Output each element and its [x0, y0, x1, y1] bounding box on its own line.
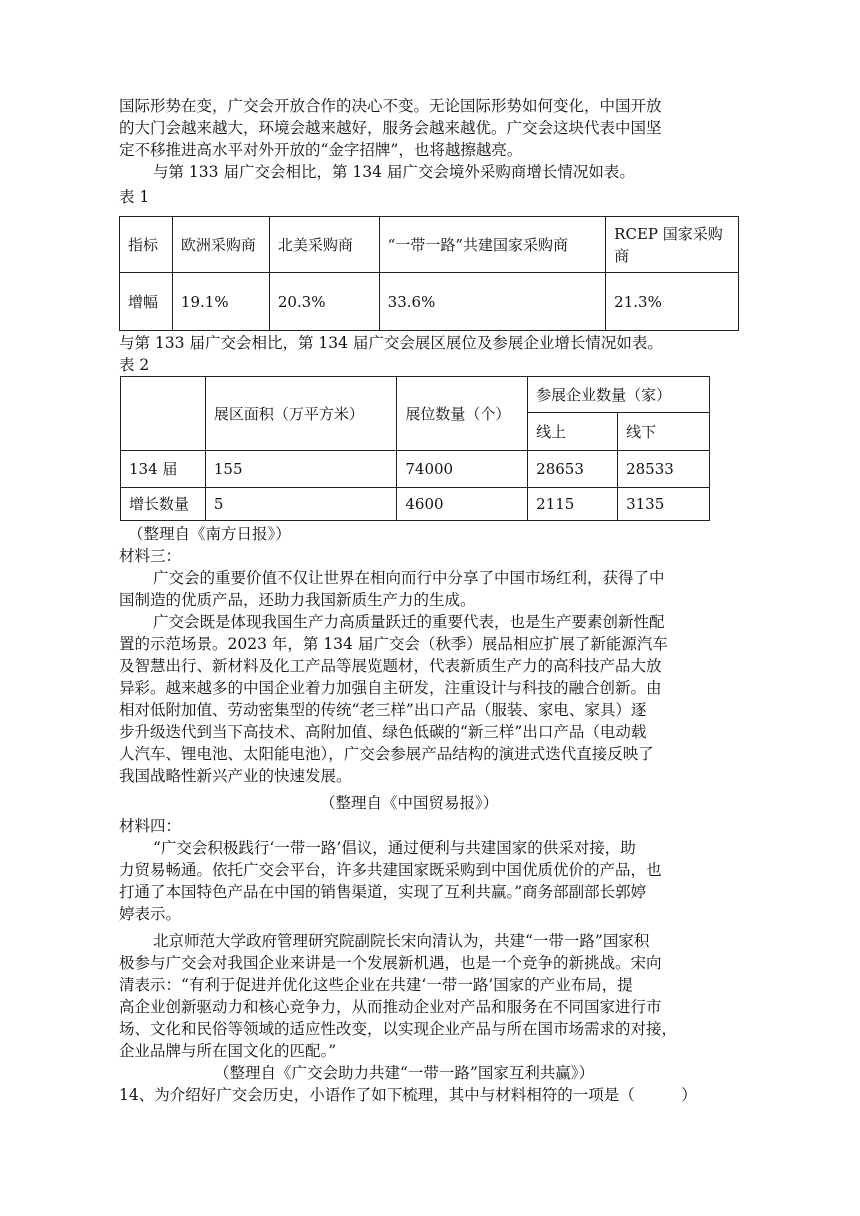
table-cell: 线上 — [528, 413, 618, 451]
text-line: 北京师范大学政府管理研究院副院长宋向清认为，共建“一带一路”国家积 — [153, 932, 650, 950]
table-cell: 2115 — [528, 488, 618, 521]
table-1 — [119, 216, 739, 331]
table-row — [121, 451, 710, 488]
table-cell: 134 届 — [121, 451, 206, 488]
text-line: 人汽车、锂电池、太阳能电池），广交会参展产品结构的演进式迭代直接反映了 — [119, 745, 654, 763]
text-line: 打通了本国特色产品在中国的销售渠道，实现了互利共赢。”商务部副部长郭婷 — [119, 883, 647, 901]
section-heading: 材料四： — [119, 817, 182, 835]
text-line: 的大门会越来越大，环境会越来越好，服务会越来越优。广交会这块代表中国坚 — [119, 119, 662, 137]
table-cell: 欧洲采购商 — [172, 217, 269, 273]
table-cell: “一带一路”共建国家采购商 — [379, 217, 606, 273]
text-line: 婷表示。 — [119, 905, 182, 923]
text-line: 广交会的重要价值不仅让世界在相向而行中分享了中国市场红利，获得了中 — [153, 569, 665, 587]
table-cell: 5 — [205, 488, 397, 521]
table-cell: 28653 — [528, 451, 618, 488]
table-2-caption: 表 2 — [119, 356, 150, 374]
table-cell: 74000 — [397, 451, 528, 488]
text-line: 高企业创新驱动力和核心竞争力，从而推动企业对产品和服务在不同国家进行市 — [119, 998, 662, 1016]
table-cell: 3135 — [618, 488, 710, 521]
source-note: （整理自《广交会助力共建“一带一路”国家互利共赢》） — [214, 1064, 595, 1082]
text-line: 力贸易畅通。依托广交会平台，许多共建国家既采购到中国优质优价的产品，也 — [119, 861, 662, 879]
source-note: （整理自《南方日报》） — [128, 525, 291, 543]
section-heading: 材料三： — [119, 547, 182, 565]
text-line: 与第 133 届广交会相比，第 134 届广交会境外采购商增长情况如表。 — [153, 163, 635, 181]
table-cell: 增长数量 — [121, 488, 206, 521]
text-line: 广交会既是体现我国生产力高质量跃迁的重要代表，也是生产要素创新性配 — [153, 613, 665, 631]
table-cell: 北美采购商 — [269, 217, 379, 273]
table-cell: 155 — [205, 451, 397, 488]
table-cell: 参展企业数量（家） — [528, 377, 710, 413]
table-cell: 33.6% — [379, 273, 606, 331]
table-row — [121, 488, 710, 521]
table-row — [120, 217, 739, 273]
table-cell: RCEP 国家采购商 — [606, 217, 739, 273]
table-row — [121, 377, 710, 413]
table-cell — [121, 377, 206, 451]
text-line: 极参与广交会对我国企业来讲是一个发展新机遇，也是一个竞争的新挑战。宋向 — [119, 954, 662, 972]
text-line: 清表示：“有利于促进并优化这些企业在共建‘一带一路’国家的产业布局，提 — [119, 976, 633, 994]
text-line: 企业品牌与所在国文化的匹配。” — [119, 1042, 337, 1060]
text-line: 相对低附加值、劳动密集型的传统“老三样”出口产品（服装、家电、家具）逐 — [119, 701, 647, 719]
text-line: 置的示范场景。2023 年，第 134 届广交会（秋季）展品相应扩展了新能源汽车 — [119, 635, 668, 653]
table-cell: 线下 — [618, 413, 710, 451]
text-line: 定不移推进高水平对外开放的“金字招牌”，也将越擦越亮。 — [119, 141, 523, 159]
table-2-intro: 与第 133 届广交会相比，第 134 届广交会展区展位及参展企业增长情况如表。 — [119, 334, 663, 352]
table-cell: 增幅 — [120, 273, 173, 331]
text-line: 国制造的优质产品，还助力我国新质生产力的生成。 — [119, 591, 476, 609]
table-cell: 21.3% — [606, 273, 739, 331]
text-line: 我国战略性新兴产业的快速发展。 — [119, 767, 352, 785]
text-line: 场、文化和民俗等领域的适应性改变，以实现企业产品与所在国市场需求的对接， — [119, 1020, 678, 1038]
table-cell: 展位数量（个） — [397, 377, 528, 451]
text-line: 及智慧出行、新材料及化工产品等展览题材，代表新质生产力的高科技产品大放 — [119, 657, 662, 675]
table-cell: 28533 — [618, 451, 710, 488]
table-cell: 展区面积（万平方米） — [205, 377, 397, 451]
table-cell: 4600 — [397, 488, 528, 521]
table-cell: 指标 — [120, 217, 173, 273]
table-row — [120, 273, 739, 331]
table-cell: 19.1% — [172, 273, 269, 331]
table-2 — [120, 376, 710, 521]
text-line: 国际形势在变，广交会开放合作的决心不变。无论国际形势如何变化，中国开放 — [119, 97, 662, 115]
text-line: “广交会积极践行‘一带一路’倡议，通过便利与共建国家的供采对接，助 — [153, 839, 636, 857]
table-cell: 20.3% — [269, 273, 379, 331]
text-line: 步升级迭代到当下高技术、高附加值、绿色低碳的“新三样”出口产品（电动载 — [119, 723, 647, 741]
question-14: 14、为介绍好广交会历史，小语作了如下梳理，其中与材料相符的一项是（ ） — [119, 1086, 697, 1104]
table-1-caption: 表 1 — [119, 188, 150, 206]
text-line: 异彩。越来越多的中国企业着力加强自主研发，注重设计与科技的融合创新。由 — [119, 679, 662, 697]
source-note: （整理自《中国贸易报》） — [320, 794, 499, 812]
